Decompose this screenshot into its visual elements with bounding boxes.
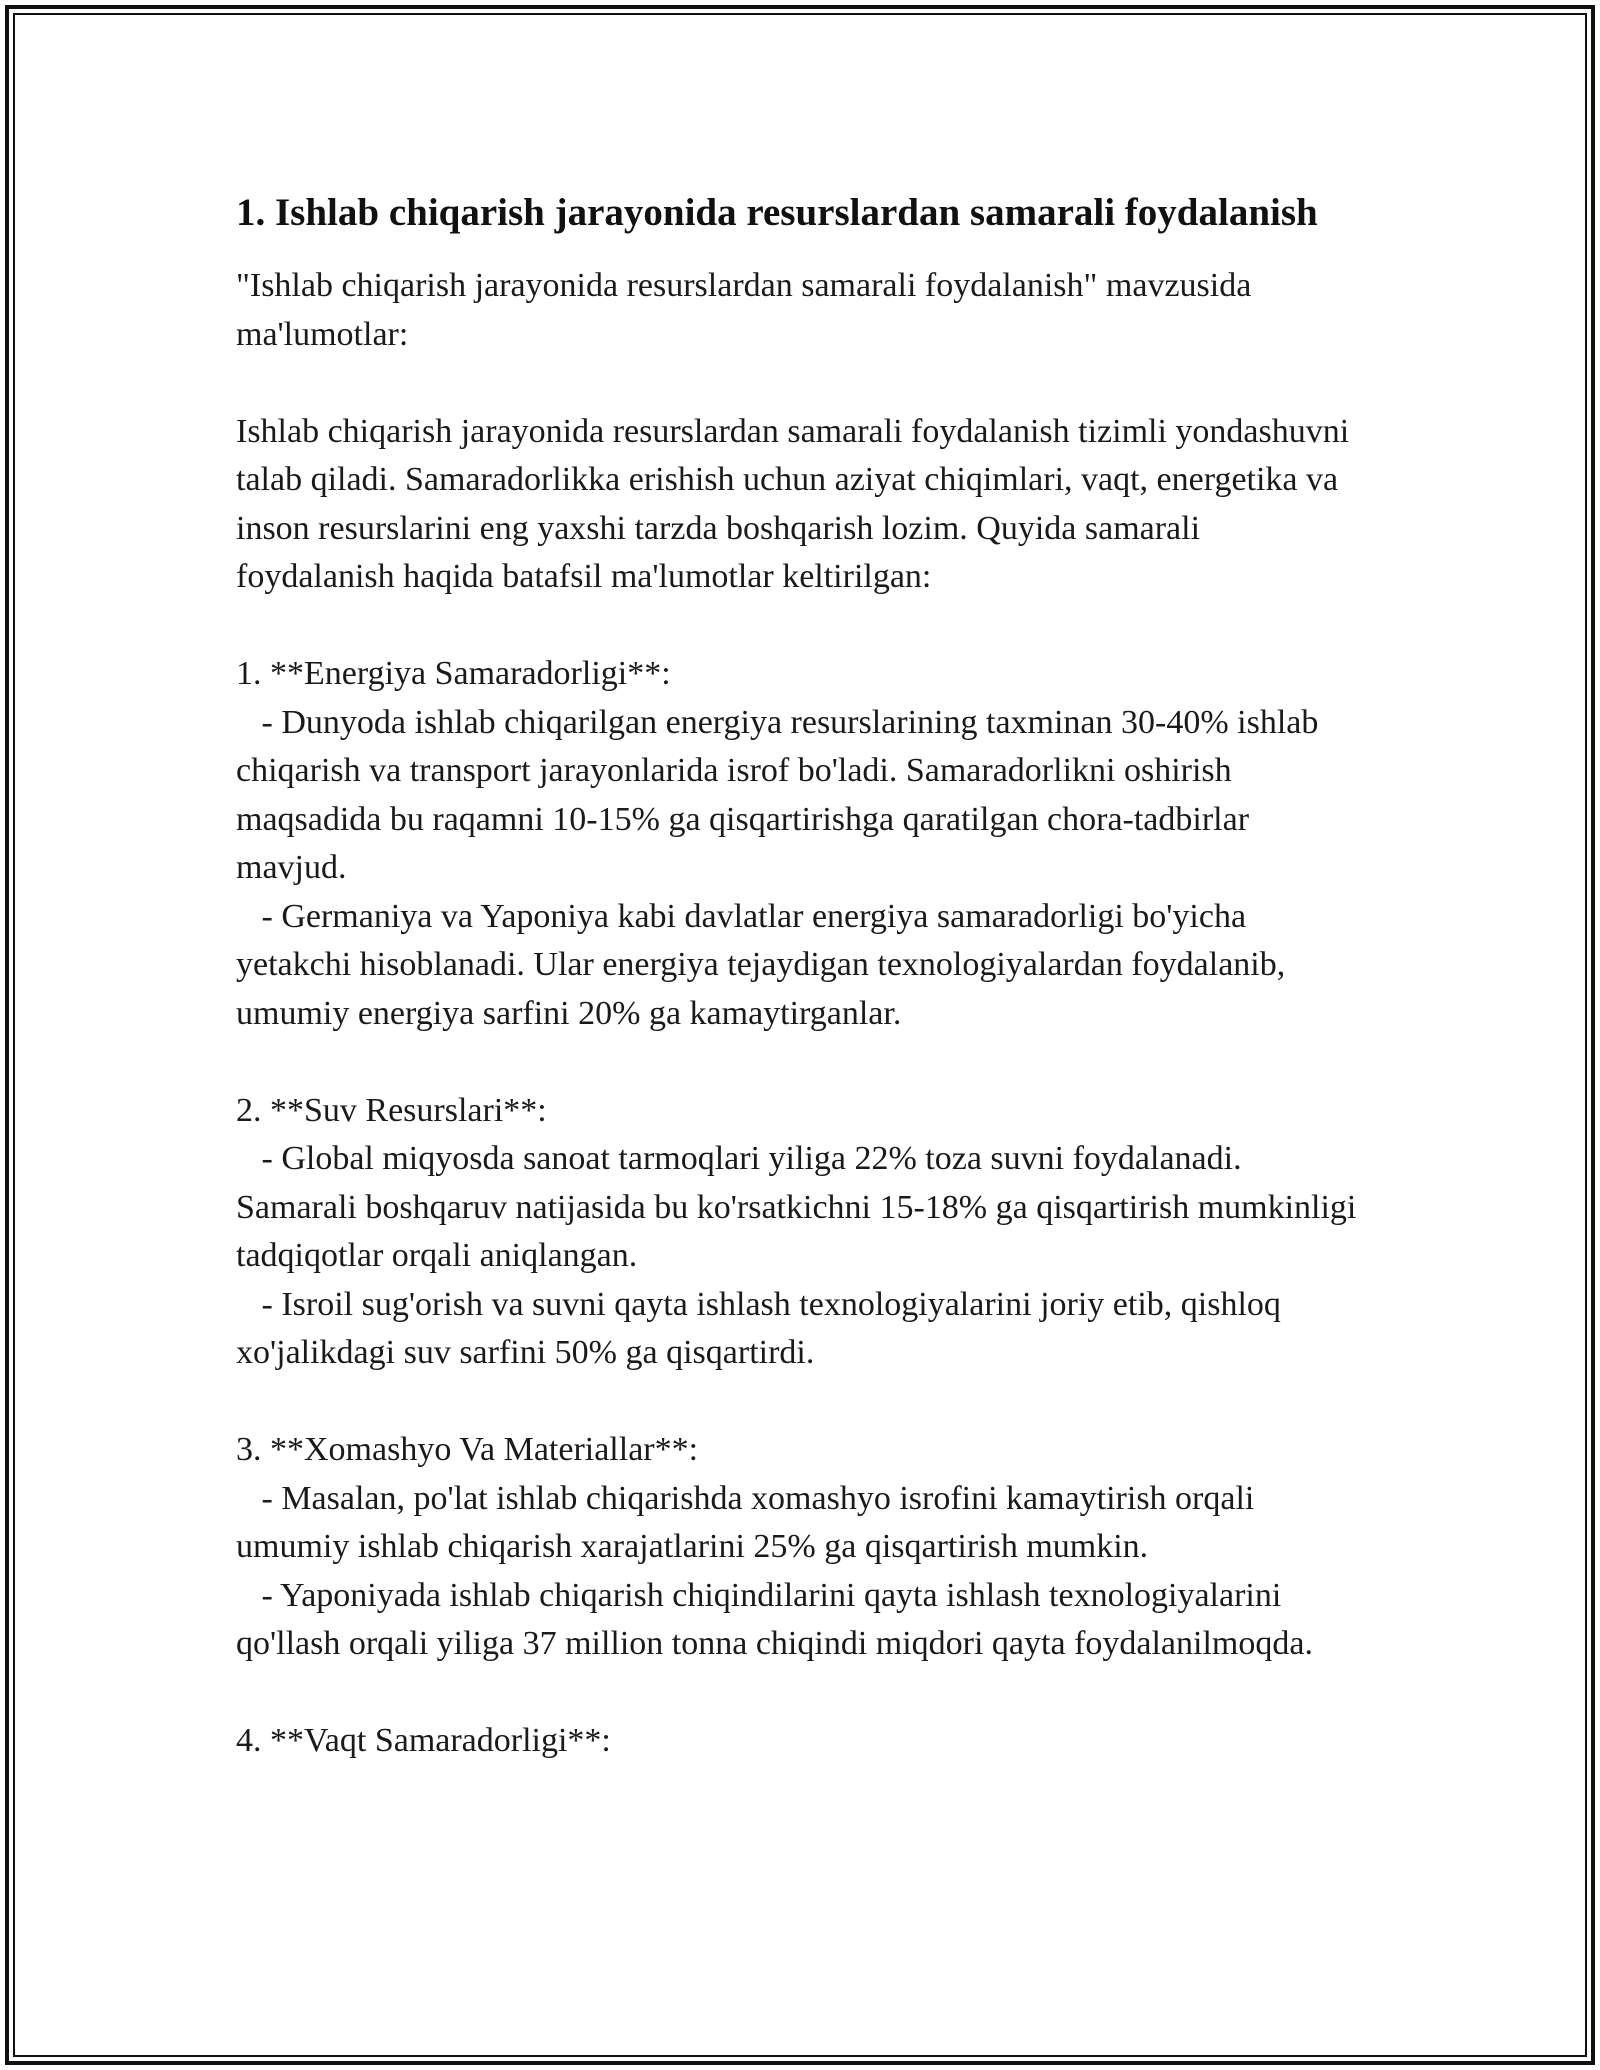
section-item: - Isroil sug'orish va suvni qayta ishlash texnologiyalarini joriy etib, qishloq xo'jalikdagi suv sarfini 50% ga qisqartirdi. [236,1285,1290,1371]
document-body [236,186,1366,1766]
section-item: - Yaponiyada ishlab chiqarish chiqindilarini qayta ishlash texnologiyalarini qo'llash orqali yiliga 37 million tonna chiqindi miqdori qayta foydalanilmoqda. [236,1576,1313,1662]
section-water [236,1087,1366,1378]
section-heading: 1. **Energiya Samaradorligi**: [236,655,671,692]
section-item: - Global miqyosda sanoat tarmoqlari yiliga 22% toza suvni foydalanadi. Samarali boshqaruv natijasida bu ko'rsatkichni 15-18% ga qisqartirish mumkinligi tadqiqotlar orqali aniqlangan. [236,1140,1365,1274]
intro-text: "Ishlab chiqarish jarayonida resurslardan samarali foydalanish" mavzusida ma'lumotlar: [236,267,1252,353]
overview-paragraph: Ishlab chiqarish jarayonida resurslardan samarali foydalanish tizimli yondashuvni talab qiladi. Samaradorlikka erishish uchun aziyat chiqimlari, vaqt, energetika va inson resurslarini eng yaxshi tarzda boshqarish lozim. Quyida samarali foydalanish haqida batafsil ma'lumotlar keltirilgan: [236,412,1350,595]
section-materials [236,1426,1366,1669]
section-heading: 2. **Suv Resurslari**: [236,1091,547,1129]
section-heading: 3. **Xomashyo Va Materiallar**: [236,1431,699,1468]
section-item: - Germaniya va Yaponiya kabi davlatlar energiya samaradorligi bo'yicha yetakchi hisoblanadi. Ular energiya tejaydigan texnologiyalardan foydalanib, umumiy energiya sarfini 20% ga kamaytirganlar. [236,897,1294,1032]
section-item: - Dunyoda ishlab chiqarilgan energiya resurslarining taxminan 30-40% ishlab chiqarish va transport jarayonlarida isrof bo'ladi. Samaradorlikni oshirish maqsadida bu raqamni 10-15% ga qisqartirishga qaratilgan chora-tadbirlar mavjud. [236,703,1327,886]
section-energy [236,650,1366,1038]
document-title: 1. Ishlab chiqarish jarayonida resurslardan samarali foydalanish [236,191,1318,234]
section-time [236,1717,1366,1766]
section-heading: 4. **Vaqt Samaradorligi**: [236,1722,611,1759]
section-item: - Masalan, po'lat ishlab chiqarishda xomashyo isrofini kamaytirish orqali umumiy ishlab chiqarish xarajatlarini 25% ga qisqartirish mumkin. [236,1479,1263,1565]
